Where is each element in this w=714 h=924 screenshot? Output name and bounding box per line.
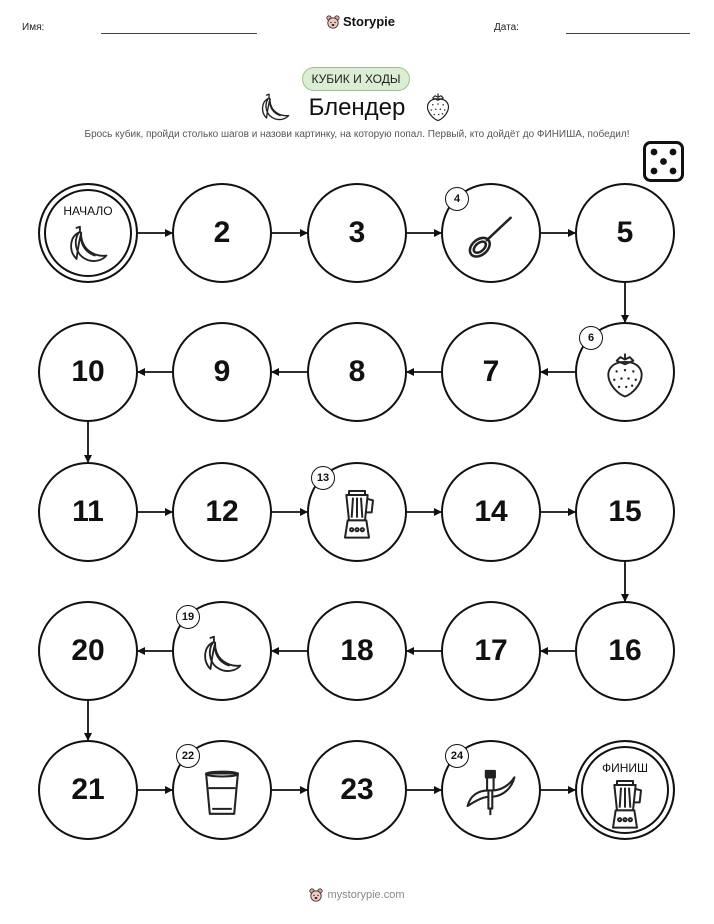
board-cell-1 <box>38 183 138 283</box>
strawberry-icon <box>601 350 649 400</box>
board-cell-3 <box>307 183 407 283</box>
board-cell-11 <box>38 462 138 562</box>
page-title: Блендер <box>308 94 406 121</box>
cell-number: 20 <box>71 634 105 667</box>
cell-number: 9 <box>213 355 231 388</box>
cell-number: 15 <box>608 495 642 528</box>
cell-number: 2 <box>213 216 231 249</box>
blender-icon <box>577 778 673 832</box>
cell-number-badge: 19 <box>176 605 200 629</box>
board-cell-20 <box>38 601 138 701</box>
bear-icon <box>309 888 323 902</box>
board-cell-9 <box>172 322 272 422</box>
finish-label: ФИНИШ <box>601 761 649 775</box>
brand-name: Storypie <box>343 14 396 29</box>
cell-number: 17 <box>474 634 508 667</box>
spoon-icon <box>463 208 519 264</box>
board-cell-6 <box>575 322 675 422</box>
cell-number: 11 <box>72 495 104 528</box>
board-cell-14 <box>441 462 541 562</box>
board-cell-15 <box>575 462 675 562</box>
board-cell-2 <box>172 183 272 283</box>
cell-number: 18 <box>340 634 374 667</box>
footer-site: mystorypie.com <box>327 889 405 901</box>
board-cell-10 <box>38 322 138 422</box>
board-cell-12 <box>172 462 272 562</box>
cell-number: 8 <box>348 355 366 388</box>
board-cell-13 <box>307 462 407 562</box>
cell-number-badge: 4 <box>445 187 469 211</box>
cell-number: 14 <box>474 495 508 528</box>
board-cell-23 <box>307 740 407 840</box>
board-cell-4 <box>441 183 541 283</box>
board-cell-24 <box>441 740 541 840</box>
banana-icon <box>40 221 136 267</box>
cell-number-badge: 13 <box>311 466 335 490</box>
board-cell-18 <box>307 601 407 701</box>
cell-number: 10 <box>71 355 105 388</box>
name-label: Имя: <box>22 22 45 33</box>
board-cell-21 <box>38 740 138 840</box>
board-cell-8 <box>307 322 407 422</box>
footer <box>0 888 714 902</box>
cell-number-badge: 6 <box>579 326 603 350</box>
board-cell-5 <box>575 183 675 283</box>
game-type-tag: КУБИК И ХОДЫ <box>302 67 410 91</box>
instructions: Брось кубик, пройди столько шагов и назови картинку, на которую попал. Первый, кто дойдёт до ФИНИША, победил! <box>84 129 630 140</box>
cell-number: 12 <box>205 495 239 528</box>
board-cell-17 <box>441 601 541 701</box>
cell-number-badge: 22 <box>176 744 200 768</box>
cell-number-badge: 24 <box>445 744 469 768</box>
cell-number: 21 <box>71 773 105 806</box>
glass-icon <box>200 768 244 818</box>
board-cell-25 <box>575 740 675 840</box>
start-label: НАЧАЛО <box>63 204 113 218</box>
blender-icon <box>337 488 377 542</box>
cell-number: 5 <box>616 216 634 249</box>
cell-number: 16 <box>608 634 642 667</box>
board-cell-16 <box>575 601 675 701</box>
board-cell-19 <box>172 601 272 701</box>
cell-number: 7 <box>482 355 500 388</box>
board-cell-22 <box>172 740 272 840</box>
banana-icon <box>199 631 245 677</box>
date-label: Дата: <box>494 22 519 33</box>
board-cell-7 <box>441 322 541 422</box>
cell-number: 23 <box>340 773 374 806</box>
blade-icon <box>465 767 517 819</box>
cell-number: 3 <box>348 216 366 249</box>
